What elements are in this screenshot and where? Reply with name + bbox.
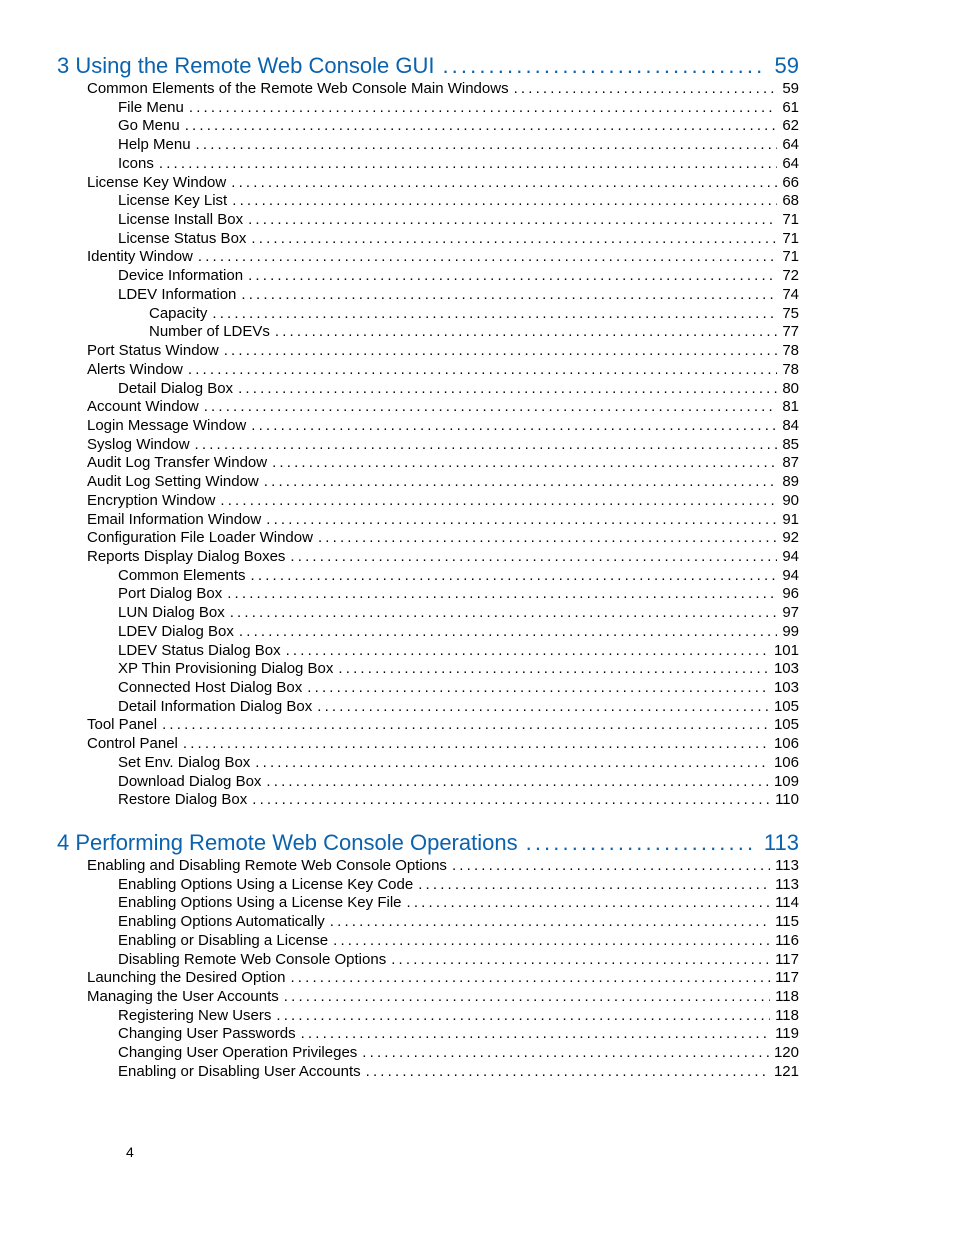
dot-leader <box>220 492 777 509</box>
toc-entry-page: 64 <box>782 154 799 172</box>
toc-entry-title: Enabling or Disabling User Accounts <box>118 1062 361 1080</box>
dot-leader <box>196 136 778 153</box>
toc-entry-page: 119 <box>775 1025 799 1043</box>
toc-entry[interactable] <box>118 679 799 698</box>
toc-entry[interactable] <box>118 230 799 249</box>
toc-entry[interactable] <box>118 894 799 913</box>
toc-entry-title: Icons <box>118 154 154 172</box>
dot-leader <box>266 511 777 528</box>
toc-entry-title: Enabling Options Using a License Key Code <box>118 875 414 893</box>
dot-leader <box>238 380 777 397</box>
toc-entry-title: Syslog Window <box>87 435 190 453</box>
toc-entry-title: Detail Dialog Box <box>118 379 234 397</box>
toc-entry-page: 94 <box>782 566 799 584</box>
toc-entry-title: Reports Display Dialog Boxes <box>87 548 286 565</box>
toc-entry-page: 62 <box>782 117 799 135</box>
dot-leader <box>231 174 777 191</box>
toc-entry-page: 101 <box>773 641 799 659</box>
dot-leader <box>189 99 777 116</box>
toc-entry[interactable] <box>118 1007 799 1026</box>
dot-leader <box>183 735 769 752</box>
dot-leader <box>391 951 770 968</box>
dot-leader <box>239 623 777 640</box>
toc-entry[interactable] <box>87 548 799 567</box>
toc-entry-page: 118 <box>775 1006 799 1024</box>
toc-entry-title: Port Status Window <box>87 342 219 360</box>
toc-entry-page: 87 <box>782 454 799 472</box>
toc-entry-title: XP Thin Provisioning Dialog Box <box>118 660 334 678</box>
toc-entry-title: LDEV Information <box>118 285 237 303</box>
toc-entry-page: 114 <box>775 894 799 912</box>
page-number: 4 <box>126 1144 134 1160</box>
dot-leader <box>272 454 777 471</box>
toc-entry[interactable] <box>87 716 799 735</box>
toc-entry[interactable] <box>87 342 799 361</box>
toc-entry-page: 117 <box>775 969 799 987</box>
toc-entry-page: 64 <box>782 136 799 154</box>
chapter-page: 59 <box>774 53 799 78</box>
toc-entry-title: File Menu <box>118 98 184 116</box>
toc-entry-page: 121 <box>773 1062 799 1080</box>
toc-entry-page: 113 <box>775 857 799 874</box>
toc-entry[interactable] <box>87 174 799 193</box>
toc-entry[interactable] <box>87 417 799 436</box>
chapter-title: 4 Performing Remote Web Console Operations <box>57 830 518 855</box>
toc-entry-page: 94 <box>782 548 799 565</box>
toc-entry-title: Registering New Users <box>118 1006 272 1024</box>
toc-entry-title: Changing User Passwords <box>118 1025 296 1043</box>
dot-leader <box>266 773 769 790</box>
toc-entry-page: 106 <box>773 753 799 771</box>
toc-entry[interactable] <box>118 660 799 679</box>
toc-entry-title: LDEV Dialog Box <box>118 622 234 640</box>
toc-entry-page: 92 <box>782 529 799 547</box>
toc-entry-page: 74 <box>782 285 799 303</box>
toc-entry-page: 72 <box>782 267 799 285</box>
toc-entry-title: Go Menu <box>118 117 180 135</box>
toc-entry-page: 113 <box>775 875 799 893</box>
dot-leader <box>185 117 778 134</box>
dot-leader <box>362 1044 769 1061</box>
toc-entry-page: 71 <box>782 211 799 229</box>
toc-entry-page: 91 <box>782 510 799 528</box>
toc-entry[interactable] <box>118 192 799 211</box>
toc-entry-page: 80 <box>782 379 799 397</box>
toc-entry[interactable] <box>87 80 799 99</box>
toc-entry-title: Capacity <box>149 304 208 322</box>
dot-leader <box>255 754 769 771</box>
toc-entry-title: Enabling or Disabling a License <box>118 931 329 949</box>
toc-entry-page: 103 <box>773 660 799 678</box>
toc-entry-title: Managing the User Accounts <box>87 988 279 1006</box>
dot-leader <box>514 80 778 97</box>
toc-entry-page: 71 <box>782 229 799 247</box>
toc-entry-title: Identity Window <box>87 248 193 266</box>
dot-leader <box>333 932 770 949</box>
dot-leader <box>442 53 766 79</box>
toc-entry-title: Email Information Window <box>87 510 262 528</box>
toc-entry-page: 106 <box>773 735 799 753</box>
toc-entry[interactable] <box>118 286 799 305</box>
toc-entry-title: Encryption Window <box>87 491 216 509</box>
toc-entry[interactable] <box>87 436 799 455</box>
dot-leader <box>307 679 769 696</box>
toc-entry-title: Changing User Operation Privileges <box>118 1044 358 1062</box>
dot-leader <box>162 716 769 733</box>
dot-leader <box>284 988 770 1005</box>
dot-leader <box>232 192 777 209</box>
toc-entry-page: 84 <box>782 416 799 434</box>
toc-entry-page: 78 <box>782 342 799 360</box>
dot-leader <box>252 791 770 808</box>
toc-entry[interactable] <box>118 754 799 773</box>
toc-entry-title: Port Dialog Box <box>118 585 223 603</box>
toc-entry-title: License Key List <box>118 192 228 210</box>
toc-entry[interactable] <box>118 932 799 951</box>
toc-entry-title: Help Menu <box>118 136 191 154</box>
toc-entry[interactable] <box>87 398 799 417</box>
dot-leader <box>230 604 778 621</box>
toc-entry-page: 89 <box>782 473 799 491</box>
toc-entry[interactable] <box>87 454 799 473</box>
toc-entry-title: Detail Information Dialog Box <box>118 697 313 715</box>
dot-leader <box>330 913 770 930</box>
toc-entry-title: License Status Box <box>118 229 247 247</box>
dot-leader <box>159 155 777 172</box>
dot-leader <box>204 398 778 415</box>
toc-entry-title: Restore Dialog Box <box>118 791 248 809</box>
toc-entry-page: 110 <box>775 791 799 809</box>
toc-entry-page: 68 <box>782 192 799 210</box>
toc-entry-page: 115 <box>775 913 799 931</box>
dot-leader <box>212 305 777 322</box>
chapter-title: 3 Using the Remote Web Console GUI <box>57 53 435 78</box>
dot-leader <box>418 876 770 893</box>
toc-entry-title: LDEV Status Dialog Box <box>118 641 281 659</box>
dot-leader <box>276 1007 770 1024</box>
dot-leader <box>290 969 770 986</box>
dot-leader <box>241 286 777 303</box>
toc-entry-page: 78 <box>782 360 799 378</box>
toc-entry-title: License Install Box <box>118 211 244 229</box>
toc-entry-title: Audit Log Setting Window <box>87 473 259 491</box>
toc-entry-title: Tool Panel <box>87 716 158 734</box>
dot-leader <box>366 1063 769 1080</box>
dot-leader <box>318 529 777 546</box>
toc-entry-page: 71 <box>782 248 799 266</box>
toc-entry[interactable] <box>118 623 799 642</box>
toc-entry-title: Number of LDEVs <box>149 323 270 341</box>
dot-leader <box>286 642 769 659</box>
toc-entry-page: 61 <box>782 98 799 116</box>
toc-entry-title: Enabling and Disabling Remote Web Console Options <box>87 857 447 874</box>
toc-entry[interactable] <box>118 380 799 399</box>
toc-entry[interactable] <box>149 305 799 324</box>
toc-entry[interactable] <box>87 735 799 754</box>
toc-entry[interactable] <box>118 117 799 136</box>
dot-leader <box>264 473 778 490</box>
dot-leader <box>248 211 777 228</box>
toc-entry-title: Configuration File Loader Window <box>87 529 313 547</box>
toc-entry-title: Enabling Options Using a License Key File <box>118 894 402 912</box>
toc-entry-page: 77 <box>782 323 799 341</box>
toc-entry[interactable] <box>118 99 799 118</box>
toc-entry-page: 96 <box>782 585 799 603</box>
toc-entry-title: Alerts Window <box>87 360 183 378</box>
toc-entry[interactable] <box>118 1063 799 1082</box>
dot-leader <box>452 857 770 874</box>
toc-entry[interactable] <box>87 988 799 1007</box>
dot-leader <box>251 230 777 247</box>
toc-entry-title: Account Window <box>87 398 199 416</box>
toc-entry[interactable] <box>87 857 799 876</box>
toc-entry-page: 85 <box>782 435 799 453</box>
dot-leader <box>301 1025 770 1042</box>
toc-entry[interactable] <box>118 876 799 895</box>
toc-entry-title: Common Elements of the Remote Web Console Main Windows <box>87 80 509 97</box>
toc-entry[interactable] <box>87 529 799 548</box>
dot-leader <box>195 436 778 453</box>
toc-entry[interactable] <box>118 585 799 604</box>
toc-entry-title: Connected Host Dialog Box <box>118 679 303 697</box>
toc-entry-title: Launching the Desired Option <box>87 969 286 987</box>
dot-leader <box>526 830 756 856</box>
toc-entry[interactable] <box>118 1044 799 1063</box>
toc-entry[interactable] <box>87 473 799 492</box>
toc-entry-title: Download Dialog Box <box>118 772 262 790</box>
toc-entry-page: 75 <box>782 304 799 322</box>
toc-entry-page: 66 <box>782 173 799 191</box>
toc-entry[interactable] <box>118 698 799 717</box>
dot-leader <box>188 361 777 378</box>
toc-entry-title: LUN Dialog Box <box>118 604 225 622</box>
dot-leader <box>248 267 777 284</box>
dot-leader <box>227 585 777 602</box>
toc-entry[interactable] <box>118 773 799 792</box>
toc-entry-title: Login Message Window <box>87 416 247 434</box>
toc-entry-page: 97 <box>782 604 799 622</box>
toc-entry-title: Enabling Options Automatically <box>118 913 325 931</box>
toc-entry-title: Common Elements <box>118 566 246 584</box>
toc-entry[interactable] <box>149 323 799 342</box>
toc-entry-page: 90 <box>782 491 799 509</box>
dot-leader <box>275 323 777 340</box>
toc-entry-title: License Key Window <box>87 173 227 191</box>
toc-entry[interactable] <box>118 1025 799 1044</box>
toc-entry[interactable] <box>118 642 799 661</box>
toc-chapter-3[interactable] <box>57 53 799 81</box>
toc-entry[interactable] <box>118 136 799 155</box>
toc-entry[interactable] <box>87 248 799 267</box>
chapter-page: 113 <box>763 830 799 855</box>
toc-entry[interactable] <box>118 913 799 932</box>
toc-entry[interactable] <box>118 951 799 970</box>
toc-entry[interactable] <box>87 361 799 380</box>
toc-entry[interactable] <box>87 511 799 530</box>
toc-entry-title: Audit Log Transfer Window <box>87 454 268 472</box>
toc-entry-page: 117 <box>775 950 799 968</box>
toc-entry[interactable] <box>118 604 799 623</box>
toc-entry-page: 105 <box>773 697 799 715</box>
toc-entry-page: 105 <box>773 716 799 734</box>
toc-entry-page: 99 <box>782 622 799 640</box>
toc-entry-title: Disabling Remote Web Console Options <box>118 950 387 968</box>
toc-entry-title: Set Env. Dialog Box <box>118 753 251 771</box>
toc-entry[interactable] <box>87 492 799 511</box>
dot-leader <box>224 342 778 359</box>
toc-entry-page: 120 <box>773 1044 799 1062</box>
toc-entry-page: 59 <box>782 80 799 97</box>
dot-leader <box>198 248 777 265</box>
toc-entry-page: 116 <box>775 931 799 949</box>
toc-entry-page: 109 <box>773 772 799 790</box>
toc-entry[interactable] <box>118 211 799 230</box>
toc-entry-title: Control Panel <box>87 735 178 753</box>
toc-entry[interactable] <box>118 267 799 286</box>
toc-entry-page: 118 <box>775 988 799 1006</box>
dot-leader <box>407 894 771 911</box>
toc-entry-page: 81 <box>782 398 799 416</box>
dot-leader <box>251 567 778 584</box>
toc-entry-title: Device Information <box>118 267 244 285</box>
dot-leader <box>290 548 777 565</box>
toc-chapter-4[interactable] <box>57 830 799 858</box>
dot-leader <box>317 698 769 715</box>
toc-entry[interactable] <box>87 969 799 988</box>
toc-entry[interactable] <box>118 155 799 174</box>
toc-entry[interactable] <box>118 567 799 586</box>
dot-leader <box>338 660 769 677</box>
dot-leader <box>251 417 777 434</box>
toc-entry-page: 103 <box>773 679 799 697</box>
toc-entry[interactable] <box>118 791 799 810</box>
